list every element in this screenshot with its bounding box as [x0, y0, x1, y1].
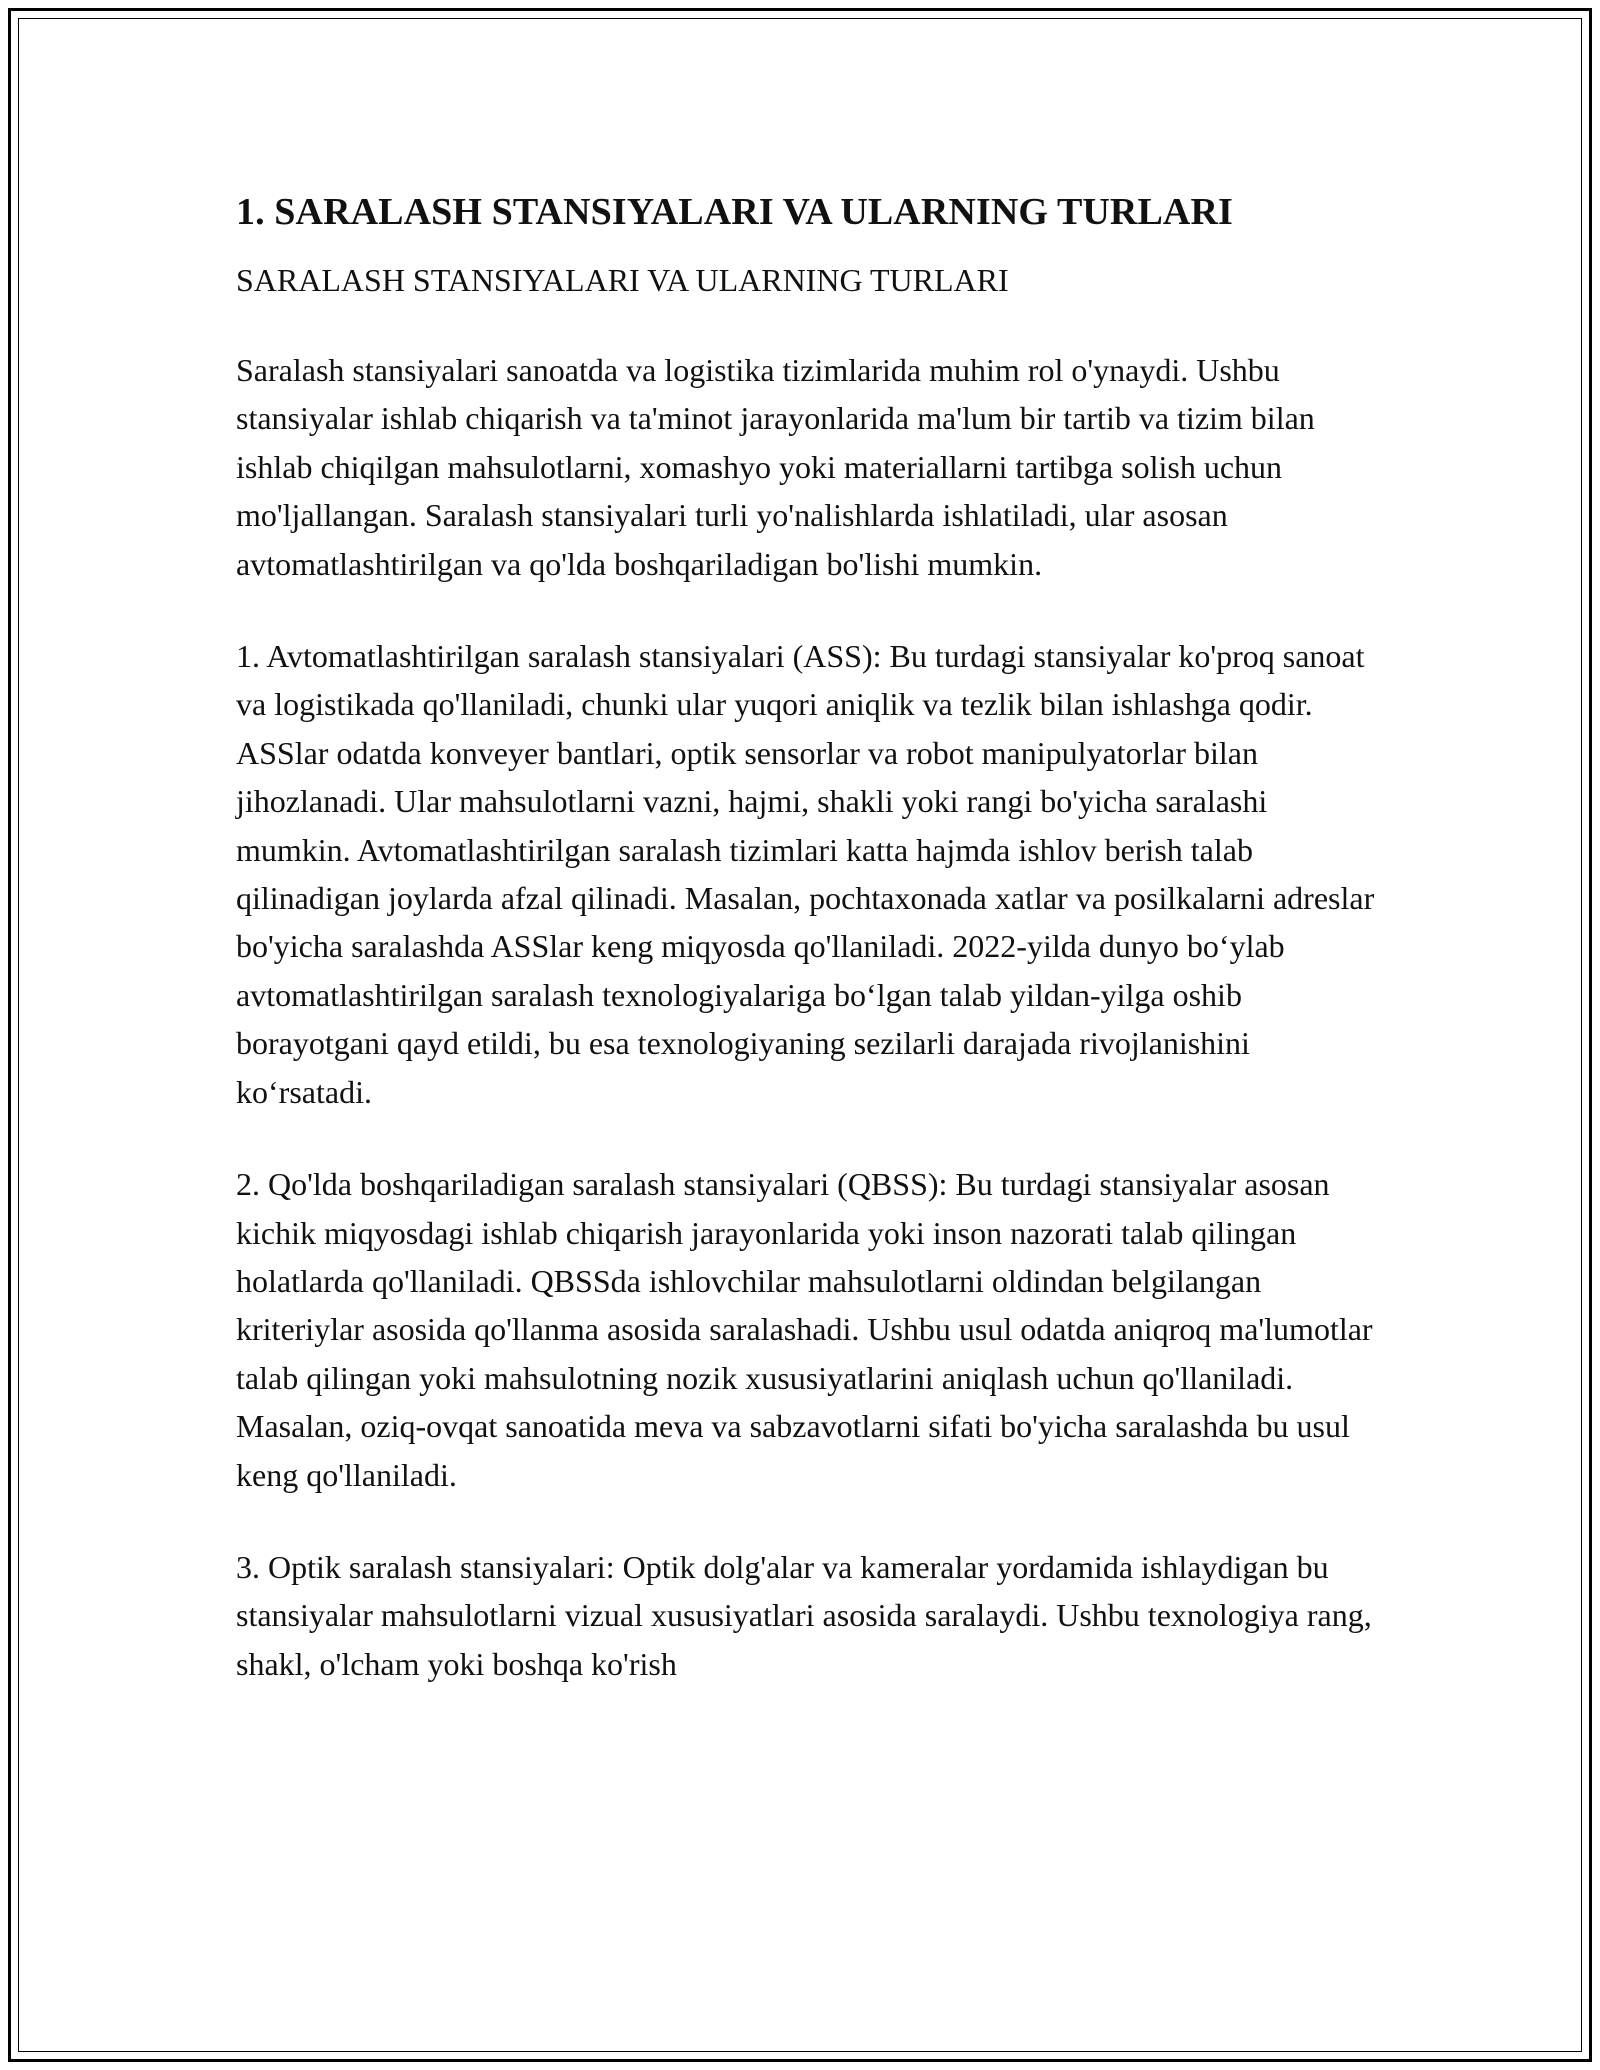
- paragraph-optical-stations: 3. Optik saralash stansiyalari: Optik dolg'alar va kameralar yordamida ishlaydigan bu stansiyalar mahsulotlarni vizual xususiyatlari asosida saralaydi. Ushbu texnologiya rang, shakl, o'lcham yoki boshqa ko'rish: [236, 1548, 1372, 1682]
- intro-paragraph: Saralash stansiyalari sanoatda va logistika tizimlarida muhim rol o'ynaydi. Ushbu stansiyalar ishlab chiqarish va ta'minot jarayonlarida ma'lum bir tartib va tizim bilan ishlab chiqilgan mahsulotlarni, xomashyo yoki materiallarni tartibga solish uchun mo'ljallangan. Saralash stansiyalari turli yo'nalishlarda ishlatiladi, ular asosan avtomatlashtirilgan va qo'lda boshqariladigan bo'lishi mumkin.: [236, 352, 1315, 582]
- document-body: [236, 186, 1376, 1688]
- document-title: 1. SARALASH STANSIYALARI VA ULARNING TURLARI: [236, 191, 1233, 233]
- paragraph-manual-stations: 2. Qo'lda boshqariladigan saralash stansiyalari (QBSS): Bu turdagi stansiyalar asosan kichik miqyosdagi ishlab chiqarish jarayonlarida yoki inson nazorati talab qilingan holatlarda qo'llaniladi. QBSSda ishlovchilar mahsulotlarni oldindan belgilangan kriteriylar asosida qo'llanma asosida saralashadi. Ushbu usul odatda aniqroq ma'lumotlar talab qilingan yoki mahsulotning nozik xususiyatlarini aniqlash uchun qo'llaniladi. Masalan, oziq-ovqat sanoatida meva va sabzavotlarni sifati bo'yicha saralashda bu usul keng qo'llaniladi.: [236, 1166, 1373, 1493]
- document-subtitle: SARALASH STANSIYALARI VA ULARNING TURLARI: [236, 262, 1009, 298]
- paragraph-automated-stations: 1. Avtomatlashtirilgan saralash stansiyalari (ASS): Bu turdagi stansiyalar ko'proq sanoat va logistikada qo'llaniladi, chunki ular yuqori aniqlik va tezlik bilan ishlashga qodir. ASSlar odatda konveyer bantlari, optik sensorlar va robot manipulyatorlar bilan jihozlanadi. Ular mahsulotlarni vazni, hajmi, shakli yoki rangi bo'yicha saralashi mumkin. Avtomatlashtirilgan saralash tizimlari katta hajmda ishlov berish talab qilinadigan joylarda afzal qilinadi. Masalan, pochtaxonada xatlar va posilkalarni adreslar bo'yicha saralashda ASSlar keng miqyosda qo'llaniladi. 2022-yilda dunyo bo‘ylab avtomatlashtirilgan saralash texnologiyalariga bo‘lgan talab yildan-yilga oshib borayotgani qayd etildi, bu esa texnologiyaning sezilarli darajada rivojlanishini ko‘rsatadi.: [236, 638, 1375, 1110]
